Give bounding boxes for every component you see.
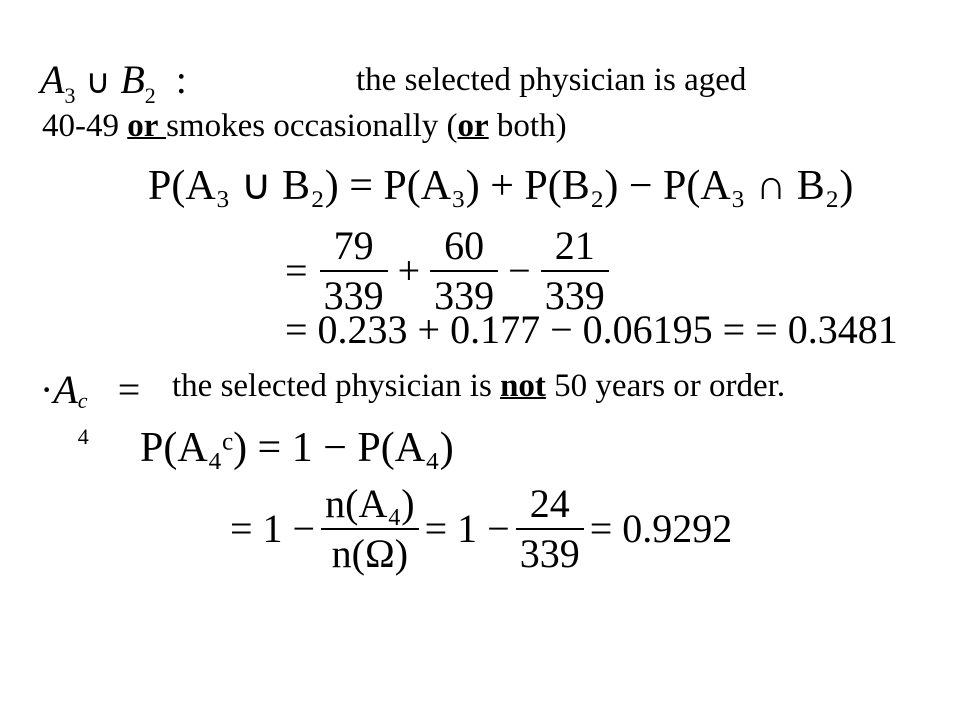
desc-middle: smokes occasionally ( bbox=[166, 108, 458, 144]
numerator-79: 79 bbox=[333, 223, 374, 268]
denominator-n-omega: n(Ω) bbox=[321, 528, 418, 578]
fraction-n-a4-over-n-omega bbox=[321, 480, 418, 578]
numerator-n-a4: n(A₄) bbox=[325, 481, 415, 526]
event-description-line2 bbox=[42, 106, 567, 146]
bullet-dot: · bbox=[40, 367, 54, 412]
event-b-letter: B bbox=[120, 57, 145, 102]
complement-text-a: the selected physician is bbox=[172, 368, 501, 404]
denominator-339-d: 339 bbox=[516, 528, 584, 578]
complement-superscript: c bbox=[77, 388, 88, 413]
complement-description bbox=[172, 366, 785, 406]
event-description-line1: the selected physician is aged bbox=[356, 62, 747, 98]
event-a-letter: A bbox=[40, 57, 65, 102]
equals-sign-2: = bbox=[117, 367, 141, 412]
plus-sign: + bbox=[397, 248, 421, 293]
or-emphasis-2: or bbox=[457, 108, 489, 144]
equals-one-minus-a: = 1 − bbox=[230, 506, 316, 551]
minus-sign: − bbox=[508, 248, 531, 293]
desc-suffix: both) bbox=[488, 108, 567, 144]
event-a-subscript: 3 bbox=[64, 83, 76, 108]
event-b-subscript: 2 bbox=[144, 83, 156, 108]
denominator-339-b: 339 bbox=[430, 270, 498, 320]
complement-probability-equation: P(A₄ᶜ) = 1 − P(A₄) bbox=[140, 425, 454, 471]
or-emphasis-1: or bbox=[127, 108, 167, 144]
denominator-339-c: 339 bbox=[541, 270, 609, 320]
numerator-21: 21 bbox=[554, 223, 595, 268]
complement-result-equation bbox=[230, 480, 732, 578]
complement-text-b: 50 years or order. bbox=[545, 368, 786, 404]
union-probability-equation: P(A₃ ∪ B₂) = P(A₃) + P(B₂) − P(A₃ ∩ B₂) bbox=[148, 163, 854, 209]
event-a4-letter: A bbox=[53, 367, 78, 412]
denominator-339-a: 339 bbox=[320, 270, 388, 320]
numerator-60: 60 bbox=[444, 223, 485, 268]
not-emphasis: not bbox=[500, 368, 546, 404]
desc-prefix: 40-49 bbox=[42, 108, 128, 144]
equals-sign: = bbox=[285, 248, 308, 293]
complement-event-symbol bbox=[40, 366, 141, 449]
union-symbol: ∪ bbox=[85, 62, 111, 102]
fraction-24-339 bbox=[516, 480, 584, 578]
event-a4-subscript: 4 bbox=[77, 424, 89, 449]
equals-one-minus-b: = 1 − bbox=[424, 506, 510, 551]
final-result: = 0.9292 bbox=[589, 506, 733, 551]
decimal-result-equation: = 0.233 + 0.177 − 0.06195 = = 0.3481 bbox=[285, 307, 898, 352]
numerator-24: 24 bbox=[529, 481, 570, 526]
colon-mark: : bbox=[175, 57, 187, 102]
